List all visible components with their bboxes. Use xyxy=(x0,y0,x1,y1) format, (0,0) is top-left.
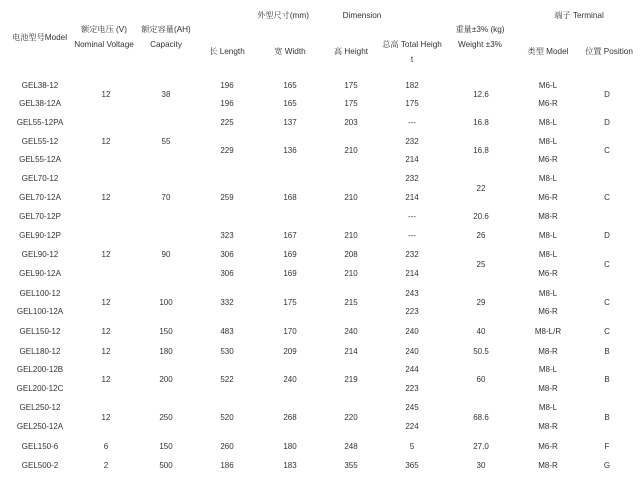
height-cell: 355 xyxy=(344,461,358,470)
width-cell: 169 xyxy=(283,269,297,278)
weight-cell: 27.0 xyxy=(473,442,489,451)
model-cell: GEL100-12 xyxy=(19,289,61,298)
terminal-model-cell: M8-L xyxy=(538,289,558,298)
header-weight-cn: 重量±3% (kg) xyxy=(455,25,505,34)
position-cell: C xyxy=(604,298,610,307)
voltage-cell: 12 xyxy=(101,413,111,422)
model-cell: GEL55-12A xyxy=(19,155,61,164)
model-cell: GEL150-12 xyxy=(19,327,61,336)
total-height-cell: 232 xyxy=(405,250,419,259)
model-cell: GEL200-12C xyxy=(16,384,64,393)
terminal-model-cell: M8-L xyxy=(538,250,558,259)
capacity-cell: 180 xyxy=(159,347,173,356)
height-cell: 219 xyxy=(344,375,358,384)
header-total-height-tail: t xyxy=(410,55,414,64)
total-height-cell: 224 xyxy=(405,422,419,431)
model-cell: GEL150-6 xyxy=(21,442,59,451)
total-height-cell: 223 xyxy=(405,384,419,393)
header-weight-en: Weight ±3% xyxy=(458,40,502,49)
width-cell: 168 xyxy=(283,193,297,202)
height-cell: 210 xyxy=(344,193,358,202)
weight-cell: 60 xyxy=(476,375,486,384)
length-cell: 530 xyxy=(220,347,234,356)
height-cell: 215 xyxy=(344,298,358,307)
voltage-cell: 6 xyxy=(103,442,109,451)
weight-cell: 20.6 xyxy=(473,212,489,221)
capacity-cell: 250 xyxy=(159,413,173,422)
length-cell: 260 xyxy=(220,442,234,451)
total-height-cell: 214 xyxy=(405,155,419,164)
total-height-cell: --- xyxy=(408,212,416,221)
total-height-cell: 232 xyxy=(405,137,419,146)
voltage-cell: 12 xyxy=(101,347,111,356)
position-cell: D xyxy=(604,90,610,99)
voltage-cell: 12 xyxy=(101,193,111,202)
capacity-cell: 100 xyxy=(159,298,173,307)
terminal-model-cell: M8-R xyxy=(538,384,558,393)
terminal-model-cell: M8-L xyxy=(538,231,558,240)
length-cell: 196 xyxy=(220,81,234,90)
width-cell: 183 xyxy=(283,461,297,470)
weight-cell: 12.6 xyxy=(473,90,489,99)
total-height-cell: --- xyxy=(408,231,416,240)
weight-cell: 16.8 xyxy=(473,146,489,155)
capacity-cell: 90 xyxy=(161,250,171,259)
model-cell: GEL100-12A xyxy=(16,307,64,316)
voltage-cell: 2 xyxy=(103,461,109,470)
width-cell: 170 xyxy=(283,327,297,336)
model-cell: GEL90-12 xyxy=(21,250,59,259)
total-height-cell: 240 xyxy=(405,327,419,336)
position-cell: C xyxy=(604,193,610,202)
length-cell: 483 xyxy=(220,327,234,336)
total-height-cell: 243 xyxy=(405,289,419,298)
model-cell: GEL250-12 xyxy=(19,403,61,412)
height-cell: 210 xyxy=(344,231,358,240)
total-height-cell: 244 xyxy=(405,365,419,374)
position-cell: B xyxy=(604,375,610,384)
length-cell: 225 xyxy=(220,118,234,127)
model-cell: GEL70-12A xyxy=(19,193,61,202)
weight-cell: 29 xyxy=(476,298,486,307)
terminal-model-cell: M6-L xyxy=(538,81,558,90)
header-total-height: 总高 Total Heigh xyxy=(382,40,442,49)
capacity-cell: 38 xyxy=(161,90,171,99)
terminal-model-cell: M6-R xyxy=(538,442,558,451)
header-height: 高 Height xyxy=(333,47,369,56)
voltage-cell: 12 xyxy=(101,250,111,259)
height-cell: 208 xyxy=(344,250,358,259)
length-cell: 323 xyxy=(220,231,234,240)
voltage-cell: 12 xyxy=(101,327,111,336)
length-cell: 522 xyxy=(220,375,234,384)
width-cell: 268 xyxy=(283,413,297,422)
width-cell: 180 xyxy=(283,442,297,451)
terminal-model-cell: M8-L xyxy=(538,137,558,146)
height-cell: 248 xyxy=(344,442,358,451)
weight-cell: 26 xyxy=(476,231,486,240)
model-cell: GEL90-12P xyxy=(19,231,61,240)
width-cell: 165 xyxy=(283,99,297,108)
voltage-cell: 12 xyxy=(101,137,111,146)
height-cell: 203 xyxy=(344,118,358,127)
height-cell: 214 xyxy=(344,347,358,356)
terminal-model-cell: M6-R xyxy=(538,99,558,108)
capacity-cell: 70 xyxy=(161,193,171,202)
position-cell: D xyxy=(604,118,610,127)
position-cell: G xyxy=(603,461,611,470)
width-cell: 209 xyxy=(283,347,297,356)
height-cell: 175 xyxy=(344,99,358,108)
terminal-model-cell: M8-L xyxy=(538,365,558,374)
terminal-model-cell: M8-L/R xyxy=(534,327,562,336)
position-cell: B xyxy=(604,347,610,356)
terminal-model-cell: M6-R xyxy=(538,155,558,164)
terminal-model-cell: M8-L xyxy=(538,403,558,412)
position-cell: B xyxy=(604,413,610,422)
width-cell: 165 xyxy=(283,81,297,90)
total-height-cell: 245 xyxy=(405,403,419,412)
length-cell: 259 xyxy=(220,193,234,202)
model-cell: GEL55-12PA xyxy=(16,118,64,127)
capacity-cell: 150 xyxy=(159,327,173,336)
weight-cell: 68.6 xyxy=(473,413,489,422)
width-cell: 240 xyxy=(283,375,297,384)
width-cell: 167 xyxy=(283,231,297,240)
position-cell: C xyxy=(604,260,610,269)
total-height-cell: 182 xyxy=(405,81,419,90)
header-dimension-cn: 外型尺寸(mm) xyxy=(257,11,309,20)
position-cell: D xyxy=(604,231,610,240)
model-cell: GEL70-12 xyxy=(21,174,59,183)
width-cell: 175 xyxy=(283,298,297,307)
model-cell: GEL500-2 xyxy=(21,461,59,470)
total-height-cell: 365 xyxy=(405,461,419,470)
capacity-cell: 150 xyxy=(159,442,173,451)
terminal-model-cell: M6-R xyxy=(538,193,558,202)
width-cell: 137 xyxy=(283,118,297,127)
capacity-cell: 500 xyxy=(159,461,173,470)
terminal-model-cell: M8-R xyxy=(538,422,558,431)
terminal-model-cell: M8-R xyxy=(538,212,558,221)
model-cell: GEL90-12A xyxy=(19,269,61,278)
header-width: 宽 Width xyxy=(274,47,306,56)
position-cell: C xyxy=(604,327,610,336)
total-height-cell: 214 xyxy=(405,193,419,202)
length-cell: 196 xyxy=(220,99,234,108)
height-cell: 210 xyxy=(344,269,358,278)
voltage-cell: 12 xyxy=(101,90,111,99)
terminal-model-cell: M8-L xyxy=(538,174,558,183)
total-height-cell: 5 xyxy=(409,442,415,451)
total-height-cell: 232 xyxy=(405,174,419,183)
capacity-cell: 55 xyxy=(161,137,171,146)
weight-cell: 25 xyxy=(476,260,486,269)
weight-cell: 50.5 xyxy=(473,347,489,356)
total-height-cell: 175 xyxy=(405,99,419,108)
weight-cell: 30 xyxy=(476,461,486,470)
capacity-cell: 200 xyxy=(159,375,173,384)
height-cell: 210 xyxy=(344,146,358,155)
height-cell: 175 xyxy=(344,81,358,90)
header-voltage-cn: 额定电压 (V) xyxy=(81,25,127,34)
width-cell: 136 xyxy=(283,146,297,155)
total-height-cell: 214 xyxy=(405,269,419,278)
header-dimension-en: Dimension xyxy=(342,11,382,20)
position-cell: F xyxy=(604,442,610,451)
header-voltage-en: Nominal Voltage xyxy=(74,40,134,49)
length-cell: 520 xyxy=(220,413,234,422)
voltage-cell: 12 xyxy=(101,298,111,307)
width-cell: 169 xyxy=(283,250,297,259)
terminal-model-cell: M6-R xyxy=(538,269,558,278)
terminal-model-cell: M6-R xyxy=(538,307,558,316)
terminal-model-cell: M8-L xyxy=(538,118,558,127)
model-cell: GEL250-12A xyxy=(16,422,64,431)
header-terminal-model: 类型 Model xyxy=(527,47,569,56)
header-length: 长 Length xyxy=(209,47,245,56)
length-cell: 186 xyxy=(220,461,234,470)
total-height-cell: 240 xyxy=(405,347,419,356)
header-capacity-cn: 额定容量(AH) xyxy=(141,25,191,34)
length-cell: 306 xyxy=(220,269,234,278)
length-cell: 229 xyxy=(220,146,234,155)
total-height-cell: --- xyxy=(408,118,416,127)
header-terminal: 端子 Terminal xyxy=(554,11,604,20)
height-cell: 240 xyxy=(344,327,358,336)
position-cell: C xyxy=(604,146,610,155)
header-terminal-position: 位置 Position xyxy=(585,47,633,56)
height-cell: 220 xyxy=(344,413,358,422)
model-cell: GEL38-12A xyxy=(19,99,61,108)
voltage-cell: 12 xyxy=(101,375,111,384)
length-cell: 306 xyxy=(220,250,234,259)
terminal-model-cell: M8-R xyxy=(538,347,558,356)
weight-cell: 40 xyxy=(476,327,486,336)
length-cell: 332 xyxy=(220,298,234,307)
model-cell: GEL200-12B xyxy=(16,365,64,374)
total-height-cell: 223 xyxy=(405,307,419,316)
model-cell: GEL55-12 xyxy=(21,137,59,146)
terminal-model-cell: M8-R xyxy=(538,461,558,470)
weight-cell: 22 xyxy=(476,184,486,193)
header-capacity-en: Capacity xyxy=(150,40,182,49)
model-cell: GEL38-12 xyxy=(21,81,59,90)
header-model: 电池型号Model xyxy=(12,33,68,42)
model-cell: GEL180-12 xyxy=(19,347,61,356)
model-cell: GEL70-12P xyxy=(19,212,61,221)
weight-cell: 16.8 xyxy=(473,118,489,127)
